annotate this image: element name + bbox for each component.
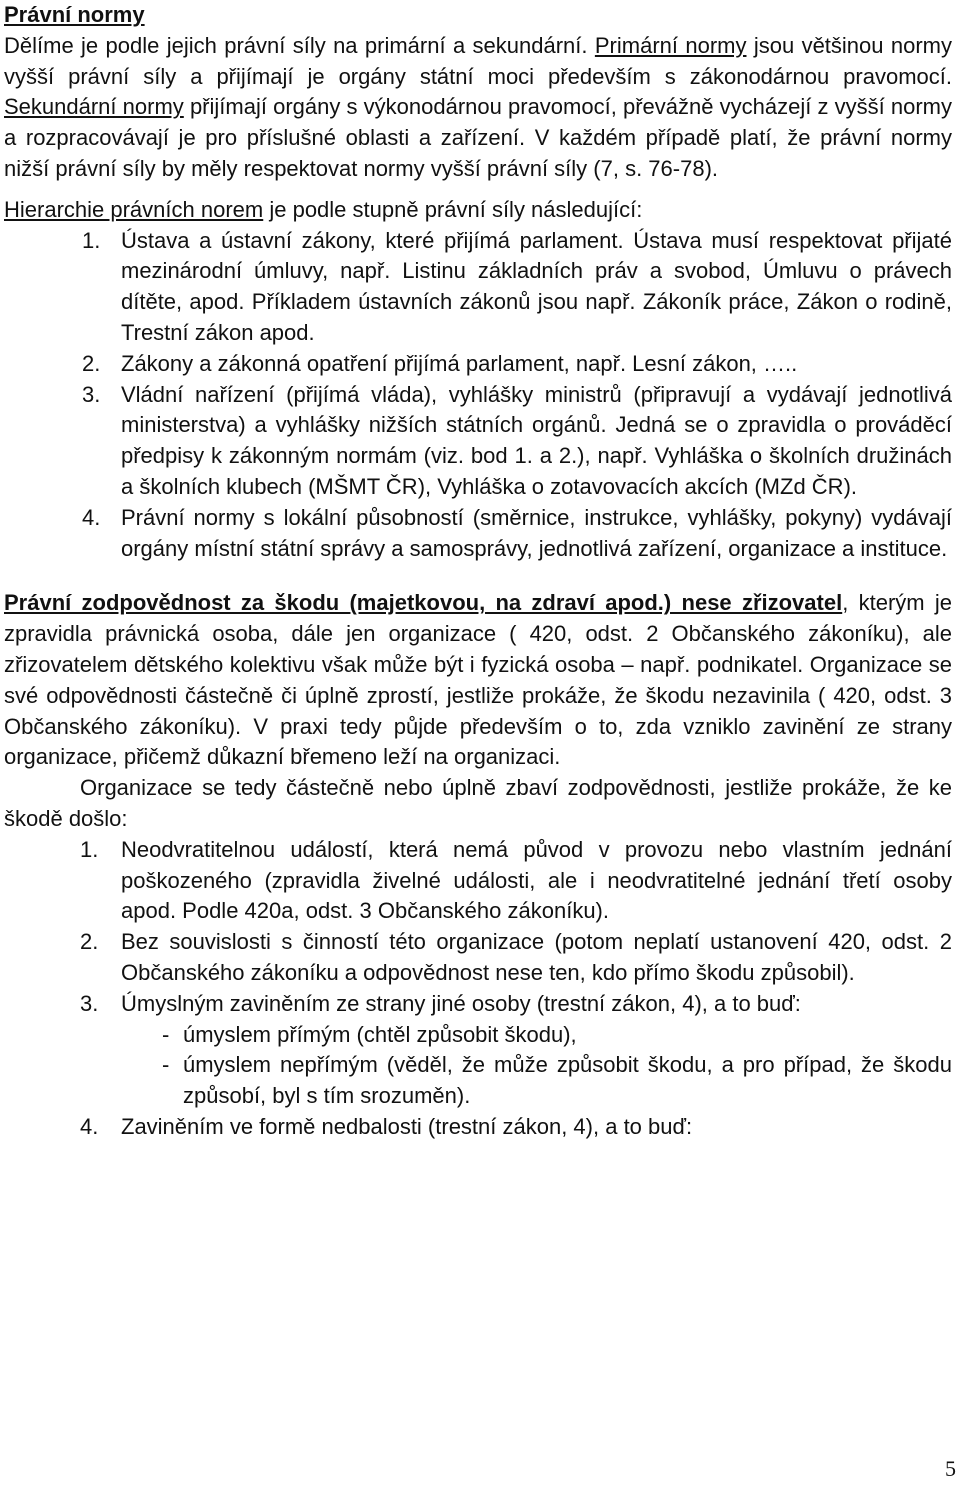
primary-norms-term: Primární normy	[594, 32, 747, 58]
liability-text: , kterým je zpravidla právnická osoba, dále jen organizace ( 420, odst. 2 Občanského zákoníku), ale zřizovatelem dětského kolektivu však může být i fyzická osoba – např. podnikatel. Organizace se své odpovědnosti částečně či úplně zprostí, jestliže prokáže, že škodu nezavinila ( 420, odst. 3 Občanského zákoníku). V praxi tedy půjde především o to, zda vzniklo zavinění ze strany organizace, přičemž důkazní břemeno leží na organizaci.	[4, 590, 953, 770]
intro-text-b: jsou většinou normy vyšší právní síly a přijímají je orgány státní moci především s zákonodárnou pravomocí.	[4, 32, 952, 89]
intro-text-a: Dělíme je podle jejich právní síly na primární a sekundární.	[4, 32, 595, 58]
list-item: 1. Neodvratitelnou událostí, která nemá původ v provozu nebo vlastním jednání poškozeného (zpravidla živelné události, ale i neodvratitelné jednání třetí osoby apod. Podle 420a, odst. 3 Občanského zákoníku).	[80, 836, 952, 924]
hierarchy-list	[4, 226, 952, 565]
hierarchy-intro	[4, 195, 952, 226]
hierarchy-rest: je podle stupně právní síly následující:	[263, 196, 643, 222]
list-item: 3. Vládní nařízení (přijímá vláda), vyhlášky ministrů (připravují a vydávají jednotlivá ministerstva) a vyhlášky nižších státních orgánů. Jedná se o zpravidla o prováděcí předpisy k zákonným normám (viz. bod 1. a 2.), např. Vyhláška o školních družinách a školních klubech (MŠMT ČR), Vyhláška o zotavovacích akcích (MZd ČR).	[82, 381, 952, 499]
intent-sublist	[4, 1020, 952, 1112]
exemption-paragraph: Organizace se tedy částečně nebo úplně zbaví zodpovědnosti, jestliže prokáže, že ke škodě došlo:	[4, 775, 952, 831]
hierarchy-term: Hierarchie právních norem	[4, 196, 264, 222]
list-item: 1. Ústava a ústavní zákony, které přijímá parlament. Ústava musí respektovat přijaté mezinárodní úmluvy, např. Listinu základních práv a svobod, Úmluvu o právech dítěte, apod. Příkladem ústavních zákonů jsou např. Zákoník práce, Zákon o rodině, Trestní zákon apod.	[82, 227, 952, 345]
list-item: 2. Zákony a zákonná opatření přijímá parlament, např. Lesní zákon, …..	[82, 350, 798, 376]
section-heading-legal-norms: Právní normy	[4, 2, 145, 27]
list-item: 3. Úmyslným zaviněním ze strany jiné osoby (trestní zákon, 4), a to buď:	[80, 990, 801, 1016]
sub-list-item: - úmyslem přímým (chtěl způsobit škodu),	[162, 1021, 577, 1047]
intro-paragraph	[4, 31, 952, 185]
intro-text-c: přijímají orgány s výkonodárnou pravomocí, převážně vycházejí z vyšší normy a rozpracovávají je pro příslušné oblasti a zařízení. V každém případě platí, že právní normy nižší právní síly by měly respektovat normy vyšší právní síly (7, s. 76-78).	[4, 94, 952, 181]
exemption-list	[4, 835, 952, 1020]
liability-heading: Právní zodpovědnost za škodu (majetkovou, na zdraví apod.) nese zřizovatel	[4, 590, 843, 616]
exemption-list-continued	[4, 1112, 952, 1143]
page-number: 5	[945, 1456, 956, 1482]
liability-paragraph	[4, 588, 952, 773]
sub-list-item: - úmyslem nepřímým (věděl, že může způsobit škodu, a pro případ, že škodu způsobí, byl s tím srozuměn).	[162, 1052, 952, 1109]
secondary-norms-term: Sekundární normy	[4, 94, 184, 120]
list-item: 4. Právní normy s lokální působností (směrnice, instrukce, vyhlášky, pokyny) vydávají orgány místní státní správy a samosprávy, jednotlivá zařízení, organizace a instituce.	[82, 504, 952, 561]
document-page	[4, 0, 952, 1143]
list-item: 4. Zaviněním ve formě nedbalosti (trestní zákon, 4), a to buď:	[80, 1113, 693, 1139]
list-item: 2. Bez souvislosti s činností této organizace (potom neplatí ustanovení 420, odst. 2 Občanského zákoníku a odpovědnost nese ten, kdo přímo škodu způsobil).	[80, 929, 952, 985]
